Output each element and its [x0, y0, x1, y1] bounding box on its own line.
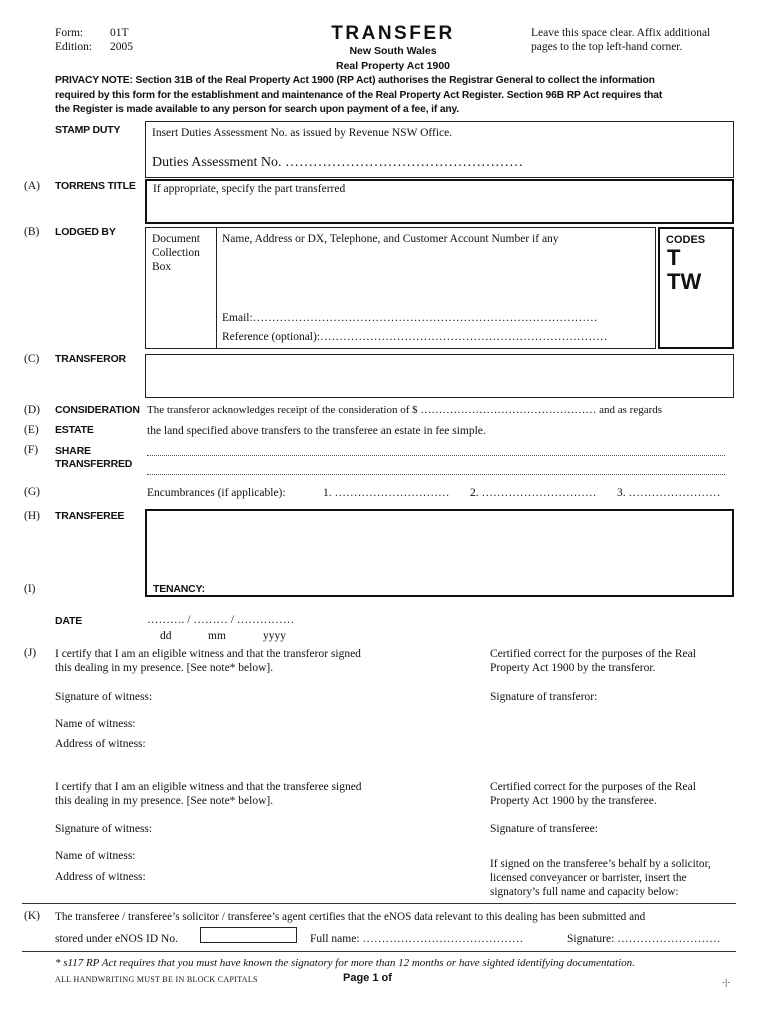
- stamp-duty-instruction: Insert Duties Assessment No. as issued by Revenue NSW Office.: [152, 127, 453, 139]
- torrens-title-label: TORRENS TITLE: [55, 180, 136, 192]
- transferor-label: TRANSFEROR: [55, 353, 126, 365]
- state-name: New South Wales: [349, 45, 437, 57]
- clear-note-line-1: Leave this space clear. Affix additional: [531, 27, 711, 39]
- enos-signature[interactable]: Signature: ………………………: [567, 933, 721, 945]
- transferee-cert-line-2: this dealing in my presence. [See note* below].: [55, 795, 274, 807]
- encumbrance-item-3[interactable]: 3. ……………………: [617, 487, 721, 499]
- privacy-note: [55, 74, 745, 118]
- encumbrances-label: Encumbrances (if applicable):: [147, 487, 286, 499]
- privacy-line-1: PRIVACY NOTE: Section 31B of the Real Property Act 1900 (RP Act) authorises the Registrar General to collect the information: [55, 75, 655, 86]
- transferor-witness-address[interactable]: Address of witness:: [55, 738, 146, 750]
- section-g-marker: (G): [24, 486, 40, 498]
- transferor-box[interactable]: [145, 354, 734, 398]
- stamp-duty-label: STAMP DUTY: [55, 124, 121, 136]
- doc-box-divider: [216, 228, 217, 348]
- codes-label: CODES: [666, 234, 706, 246]
- enos-bottom-rule: [22, 951, 736, 952]
- document-collection-box-label: [152, 232, 200, 274]
- section-k-marker: (K): [24, 910, 40, 922]
- share-label-line-1: SHARE: [55, 445, 91, 457]
- transferee-cert-line-1: I certify that I am an eligible witness and that the transferee signed: [55, 781, 362, 793]
- consideration-label: CONSIDERATION: [55, 404, 140, 416]
- lodger-details-hint: Name, Address or DX, Telephone, and Customer Account Number if any: [222, 233, 559, 245]
- corner-mark: -|-: [722, 977, 731, 987]
- section-a-marker: (A): [24, 180, 40, 192]
- date-dd-hint: dd: [160, 630, 172, 642]
- section-e-marker: (E): [24, 424, 39, 436]
- privacy-line-2: required by this form for the establishment and maintenance of the Real Property Act Register. Section 96B RP Act requires that: [55, 89, 663, 101]
- section-h-marker: (H): [24, 510, 40, 522]
- transferee-signature[interactable]: Signature of transferee:: [490, 823, 598, 835]
- transferor-right-line-1: Certified correct for the purposes of the Real: [490, 648, 696, 660]
- privacy-line-3: the Register is made available to any person for search upon payment of a fee, if any.: [55, 104, 460, 115]
- share-transferred-label: [55, 445, 132, 471]
- form-value: 01T: [110, 27, 129, 39]
- transferor-cert-line-2: this dealing in my presence. [See note* below].: [55, 662, 274, 674]
- transferee-witness-name[interactable]: Name of witness:: [55, 850, 136, 862]
- estate-text: the land specified above transfers to the transferee an estate in fee simple.: [147, 425, 486, 437]
- duties-assessment-number: Duties Assessment No. ……………………………………………: [152, 155, 523, 170]
- edition-value: 2005: [110, 41, 133, 53]
- solicitor-line-1: If signed on the transferee’s behalf by a solicitor,: [490, 858, 711, 870]
- share-line-2[interactable]: [147, 474, 725, 475]
- solicitor-line-2: licensed conveyancer or barrister, insert the: [490, 872, 687, 884]
- date-mm-hint: mm: [208, 630, 226, 642]
- transferee-witness-certification: [55, 780, 362, 808]
- transferee-certified-correct: [490, 780, 696, 808]
- codes-box: [658, 227, 734, 349]
- encumbrance-item-1[interactable]: 1. …………………………: [323, 487, 450, 499]
- tenancy-label: TENANCY:: [153, 583, 205, 595]
- enos-id-label: stored under eNOS ID No.: [55, 933, 178, 945]
- transferee-right-line-2: Property Act 1900 by the transferee.: [490, 795, 657, 807]
- enos-full-name[interactable]: Full name: ……………………………………: [310, 933, 524, 945]
- transferee-witness-signature[interactable]: Signature of witness:: [55, 823, 153, 835]
- torrens-title-box[interactable]: [145, 179, 734, 224]
- lodger-reference[interactable]: Reference (optional):…………………………………………………………………: [222, 331, 608, 343]
- lodged-by-box[interactable]: [145, 227, 656, 349]
- date-yyyy-hint: yyyy: [263, 630, 286, 642]
- share-label-line-2: TRANSFERRED: [55, 458, 133, 470]
- block-capitals-note: ALL HANDWRITING MUST BE IN BLOCK CAPITALS: [55, 975, 258, 984]
- date-field[interactable]: ………. / ……… / ……………: [147, 614, 295, 626]
- transferee-box[interactable]: [145, 509, 734, 597]
- s117-note: * s117 RP Act requires that you must have known the signatory for more than 12 months or have sighted identifying documentation.: [55, 957, 635, 969]
- section-i-marker: (I): [24, 583, 36, 595]
- transferor-witness-signature[interactable]: Signature of witness:: [55, 691, 153, 703]
- section-j-marker: (J): [24, 647, 37, 659]
- lodged-by-label: LODGED BY: [55, 226, 116, 238]
- stamp-duty-box[interactable]: [145, 121, 734, 178]
- transferor-certified-correct: [490, 647, 696, 675]
- edition-label: Edition:: [55, 41, 93, 53]
- transferee-witness-address[interactable]: Address of witness:: [55, 871, 146, 883]
- doc-box-line-1: Document: [152, 233, 200, 245]
- solicitor-instruction: [490, 857, 711, 899]
- section-c-marker: (C): [24, 353, 40, 365]
- share-line-1[interactable]: [147, 455, 725, 456]
- consideration-text[interactable]: The transferor acknowledges receipt of the consideration of $ ………………………………………… and as regards: [147, 404, 663, 416]
- torrens-title-hint: If appropriate, specify the part transferred: [153, 183, 346, 195]
- code-t: T: [667, 245, 681, 270]
- transferee-right-line-1: Certified correct for the purposes of the Real: [490, 781, 696, 793]
- transferor-right-line-2: Property Act 1900 by the transferor.: [490, 662, 656, 674]
- date-label: DATE: [55, 615, 83, 627]
- doc-box-line-2: Collection: [152, 247, 200, 259]
- doc-box-line-3: Box: [152, 261, 172, 273]
- clear-note-line-2: pages to the top left-hand corner.: [531, 41, 683, 53]
- estate-label: ESTATE: [55, 424, 94, 436]
- form-title: TRANSFER: [331, 23, 455, 44]
- enos-certification: The transferee / transferee’s solicitor / transferee’s agent certifies that the eNOS data relevant to this dealing has been submitted and: [55, 911, 646, 923]
- section-d-marker: (D): [24, 404, 40, 416]
- lodger-email[interactable]: Email:………………………………………………………………………………: [222, 312, 598, 324]
- section-b-marker: (B): [24, 226, 40, 238]
- code-tw: TW: [667, 269, 702, 294]
- enos-top-rule: [22, 903, 736, 904]
- transferor-witness-certification: [55, 647, 361, 675]
- act-name: Real Property Act 1900: [336, 60, 450, 72]
- transferor-cert-line-1: I certify that I am an eligible witness and that the transferor signed: [55, 648, 361, 660]
- section-f-marker: (F): [24, 444, 39, 456]
- encumbrance-item-2[interactable]: 2. …………………………: [470, 487, 597, 499]
- transferor-witness-name[interactable]: Name of witness:: [55, 718, 136, 730]
- enos-id-input[interactable]: [200, 927, 297, 943]
- solicitor-line-3: signatory’s full name and capacity below:: [490, 886, 679, 898]
- transferee-label: TRANSFEREE: [55, 510, 125, 522]
- form-label: Form:: [55, 27, 84, 39]
- transferor-signature[interactable]: Signature of transferor:: [490, 691, 598, 703]
- page-number: Page 1 of: [343, 972, 392, 984]
